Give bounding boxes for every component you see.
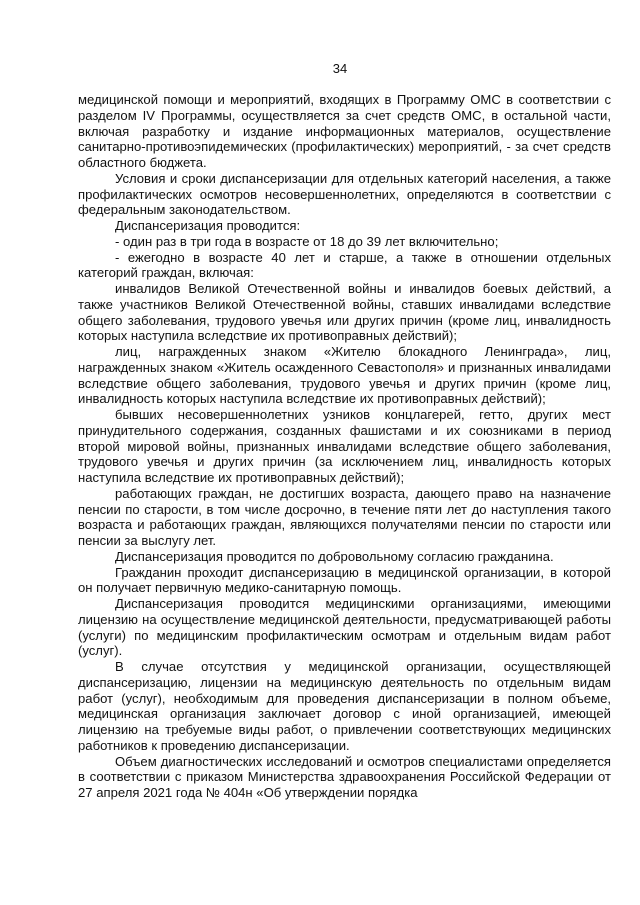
category-1: инвалидов Великой Отечественной войны и инвалидов боевых действий, а также участников Великой Отечественной войны, ставших инвалидами вследствие общего заболевания, трудового увечья или других причин (кроме лиц, инвалидность которых наступила вследствие их противоправных действий); [78,281,611,344]
category-3: бывших несовершеннолетних узников концлагерей, гетто, других мест принудительного содержания, созданных фашистами и их союзниками в период второй мировой войны, признанных инвалидами вследствие общего заболевания, трудового увечья и других причин (за исключением лиц, инвалидность которых наступила вследствие их противоправных действий); [78,407,611,485]
category-4: работающих граждан, не достигших возраста, дающего право на назначение пенсии по старости, в том числе досрочно, в течение пяти лет до наступления такого возраста и работающих граждан, являющихся получателями пенсии по старости или пенсии за выслугу лет. [78,485,611,548]
paragraph-scope: Объем диагностических исследований и осмотров специалистами определяется в соответствии с приказом Министерства здравоохранения Российской Федерации от 27 апреля 2021 года № 404н «Об утверждении порядка [78,753,611,800]
paragraph-2: Условия и сроки диспансеризации для отдельных категорий населения, а также профилактических осмотров несовершеннолетних, определяются в соответствии с федеральным законодательством. [78,170,611,218]
category-2: лиц, награжденных знаком «Жителю блокадного Ленинграда», лиц, награжденных знаком «Житель осажденного Севастополя» и признанных инвалидами вследствие общего заболевания, трудового увечья и других причин (кроме лиц, инвалидность которых наступила вследствие их противоправных действий); [78,344,611,407]
page-number: 34 [332,61,348,76]
list-item-2: - ежегодно в возрасте 40 лет и старше, а также в отношении отдельных категорий граждан, включая: [78,249,611,281]
paragraph-1: медицинской помощи и мероприятий, входящих в Программу ОМС в соответствии с разделом IV Программы, осуществляется за счет средств ОМС, в остальной части, включая разработку и издание информационных материалов, осуществление санитарно-противоэпидемических (профилактических) мероприятий, - за счет средств областного бюджета. [78,92,611,170]
body-text [78,92,611,801]
paragraph-3: Диспансеризация проводится: [115,218,301,233]
list-item-1: - один раз в три года в возрасте от 18 до 39 лет включительно; [115,233,499,249]
paragraph-contract: В случае отсутствия у медицинской организации, осуществляющей диспансеризацию, лицензии на медицинскую деятельность по отдельным видам работ (услуг), необходимым для проведения диспансеризации в полном объеме, медицинская организация заключает договор с иной организацией, имеющей лицензию на требуемые виды работ, о привлечении соответствующих медицинских работников к проведению диспансеризации. [78,659,611,753]
paragraph-voluntary: Диспансеризация проводится по добровольному согласию гражданина. [115,548,554,564]
paragraph-organization: Гражданин проходит диспансеризацию в медицинской организации, в которой он получает первичную медико-санитарную помощь. [78,564,611,596]
paragraph-license: Диспансеризация проводится медицинскими организациями, имеющими лицензию на осуществление медицинской деятельности, предусматривающей работы (услуги) по медицинским профилактическим осмотрам и отдельным видам работ (услуг). [78,596,611,659]
